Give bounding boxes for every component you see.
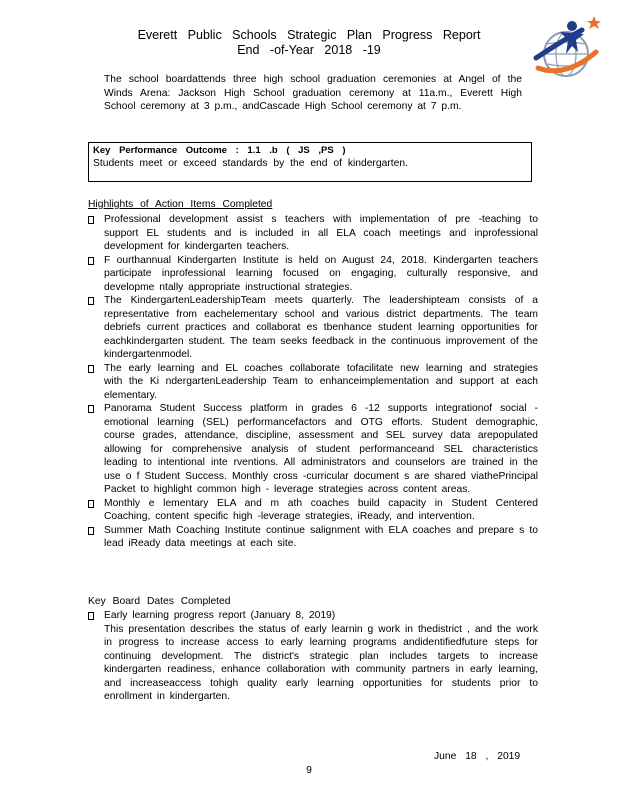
list-item-text: The KindergartenLeadershipTeam meets quarterly. The leadershipteam consists of a representative from eachelementary school and various district departments. The team debriefs current practices and collaborat es tbenhance student learning opportunities for eachkindergarten student. The team seeks feedback in the continuous improvement of the kindergartenmodel. <box>104 295 538 360</box>
bullet-icon <box>88 500 94 508</box>
highlights-list <box>88 213 538 551</box>
list-item <box>88 294 538 362</box>
list-item-text: Panorama Student Success platform in grades 6 -12 supports integrationof social -emotional learning (SEL) performancefactors and OTG efforts. Student demographic, course grades, attendance, discipline, assessment and SEL survey data arepopulated allowing for comprehensive analysis of student performanceand SEL characteristics leading to intentional inte rventions. All administrators and counselors are trained in the use o f Student Success. Monthly cross -curricular document s are shared viathePrincipal Packet to highlight common high - leverage strategies across content areas. <box>104 403 538 495</box>
report-title-line-2: End -of-Year 2018 -19 <box>237 43 381 57</box>
list-item-text: Summer Math Coaching Institute continue salignment with ELA coaches and prepare s to lead iReady data meetings at each site. <box>104 524 538 549</box>
kpi-title: Key Performance Outcome : 1.1 .b ( JS ,PS ) <box>93 145 346 156</box>
intro-paragraph: The school boardattends three high school graduation ceremonies at Angel of the Winds Arena: Jackson High School graduation ceremony at 11a.m., Everett High School ceremony at 3 p.m., andCascade High School ceremony at 7 p.m. <box>104 74 522 112</box>
list-item <box>88 254 538 295</box>
bullet-icon <box>88 405 94 413</box>
report-title <box>80 28 538 58</box>
bullet-icon <box>88 612 94 620</box>
list-item-text: Professional development assist s teachers with implementation of pre -teaching to support EL students and is included in all ELA coach meetings and inprofessional development for kindergarten teachers. <box>104 214 538 252</box>
list-item <box>88 609 538 704</box>
bullet-icon <box>88 297 94 305</box>
kpi-box <box>88 142 532 182</box>
bullet-icon <box>88 527 94 535</box>
board-date-description: This presentation describes the status of early learnin g work in thedistrict , and the work in progress to increase access to early learning programs andidentifiedfuture steps for continuing development. The district's strategic plan includes targets to increase kindergarten readiness, enhance collaboration with community partners in early learning, and increaseaccess tohigh quality early learning opportunities for students prior to enrollment in kindergarten. <box>104 623 538 702</box>
star-icon <box>587 16 601 29</box>
list-item-text: The early learning and EL coaches collaborate tofacilitate new learning and strategies with the Ki ndergartenLeadership Team to enhanceimplementation and support at each elementary. <box>104 362 538 401</box>
board-date-title: Early learning progress report (January 8, 2019) <box>104 610 336 621</box>
kpi-text: Students meet or exceed standards by the end of kindergarten. <box>93 158 408 169</box>
list-item <box>88 213 538 254</box>
highlights-heading: Highlights of Action Items Completed <box>88 199 273 210</box>
list-item-text: F ourthannual Kindergarten Institute is held on August 24, 2018. Kindergarten teachers participate inprofessional learning focused on engaging, culturally responsive, and developme ntally appropriate instructional strategies. <box>104 254 538 293</box>
bullet-icon <box>88 257 94 265</box>
list-item <box>88 362 538 403</box>
board-dates-list <box>88 609 538 704</box>
report-date: June 18 , 2019 <box>434 751 521 762</box>
bullet-icon <box>88 216 94 224</box>
district-logo <box>530 12 606 84</box>
list-item <box>88 497 538 524</box>
board-dates-heading: Key Board Dates Completed <box>88 596 231 607</box>
list-item <box>88 402 538 497</box>
bullet-icon <box>88 365 94 373</box>
list-item-text: Monthly e lementary ELA and m ath coaches build capacity in Student Centered Coaching, content specific high -leverage strategies, iReady, and intervention. <box>104 497 538 522</box>
page-number: 9 <box>306 765 312 776</box>
report-title-line-1: Everett Public Schools Strategic Plan Progress Report <box>137 28 481 42</box>
list-item <box>88 524 538 551</box>
